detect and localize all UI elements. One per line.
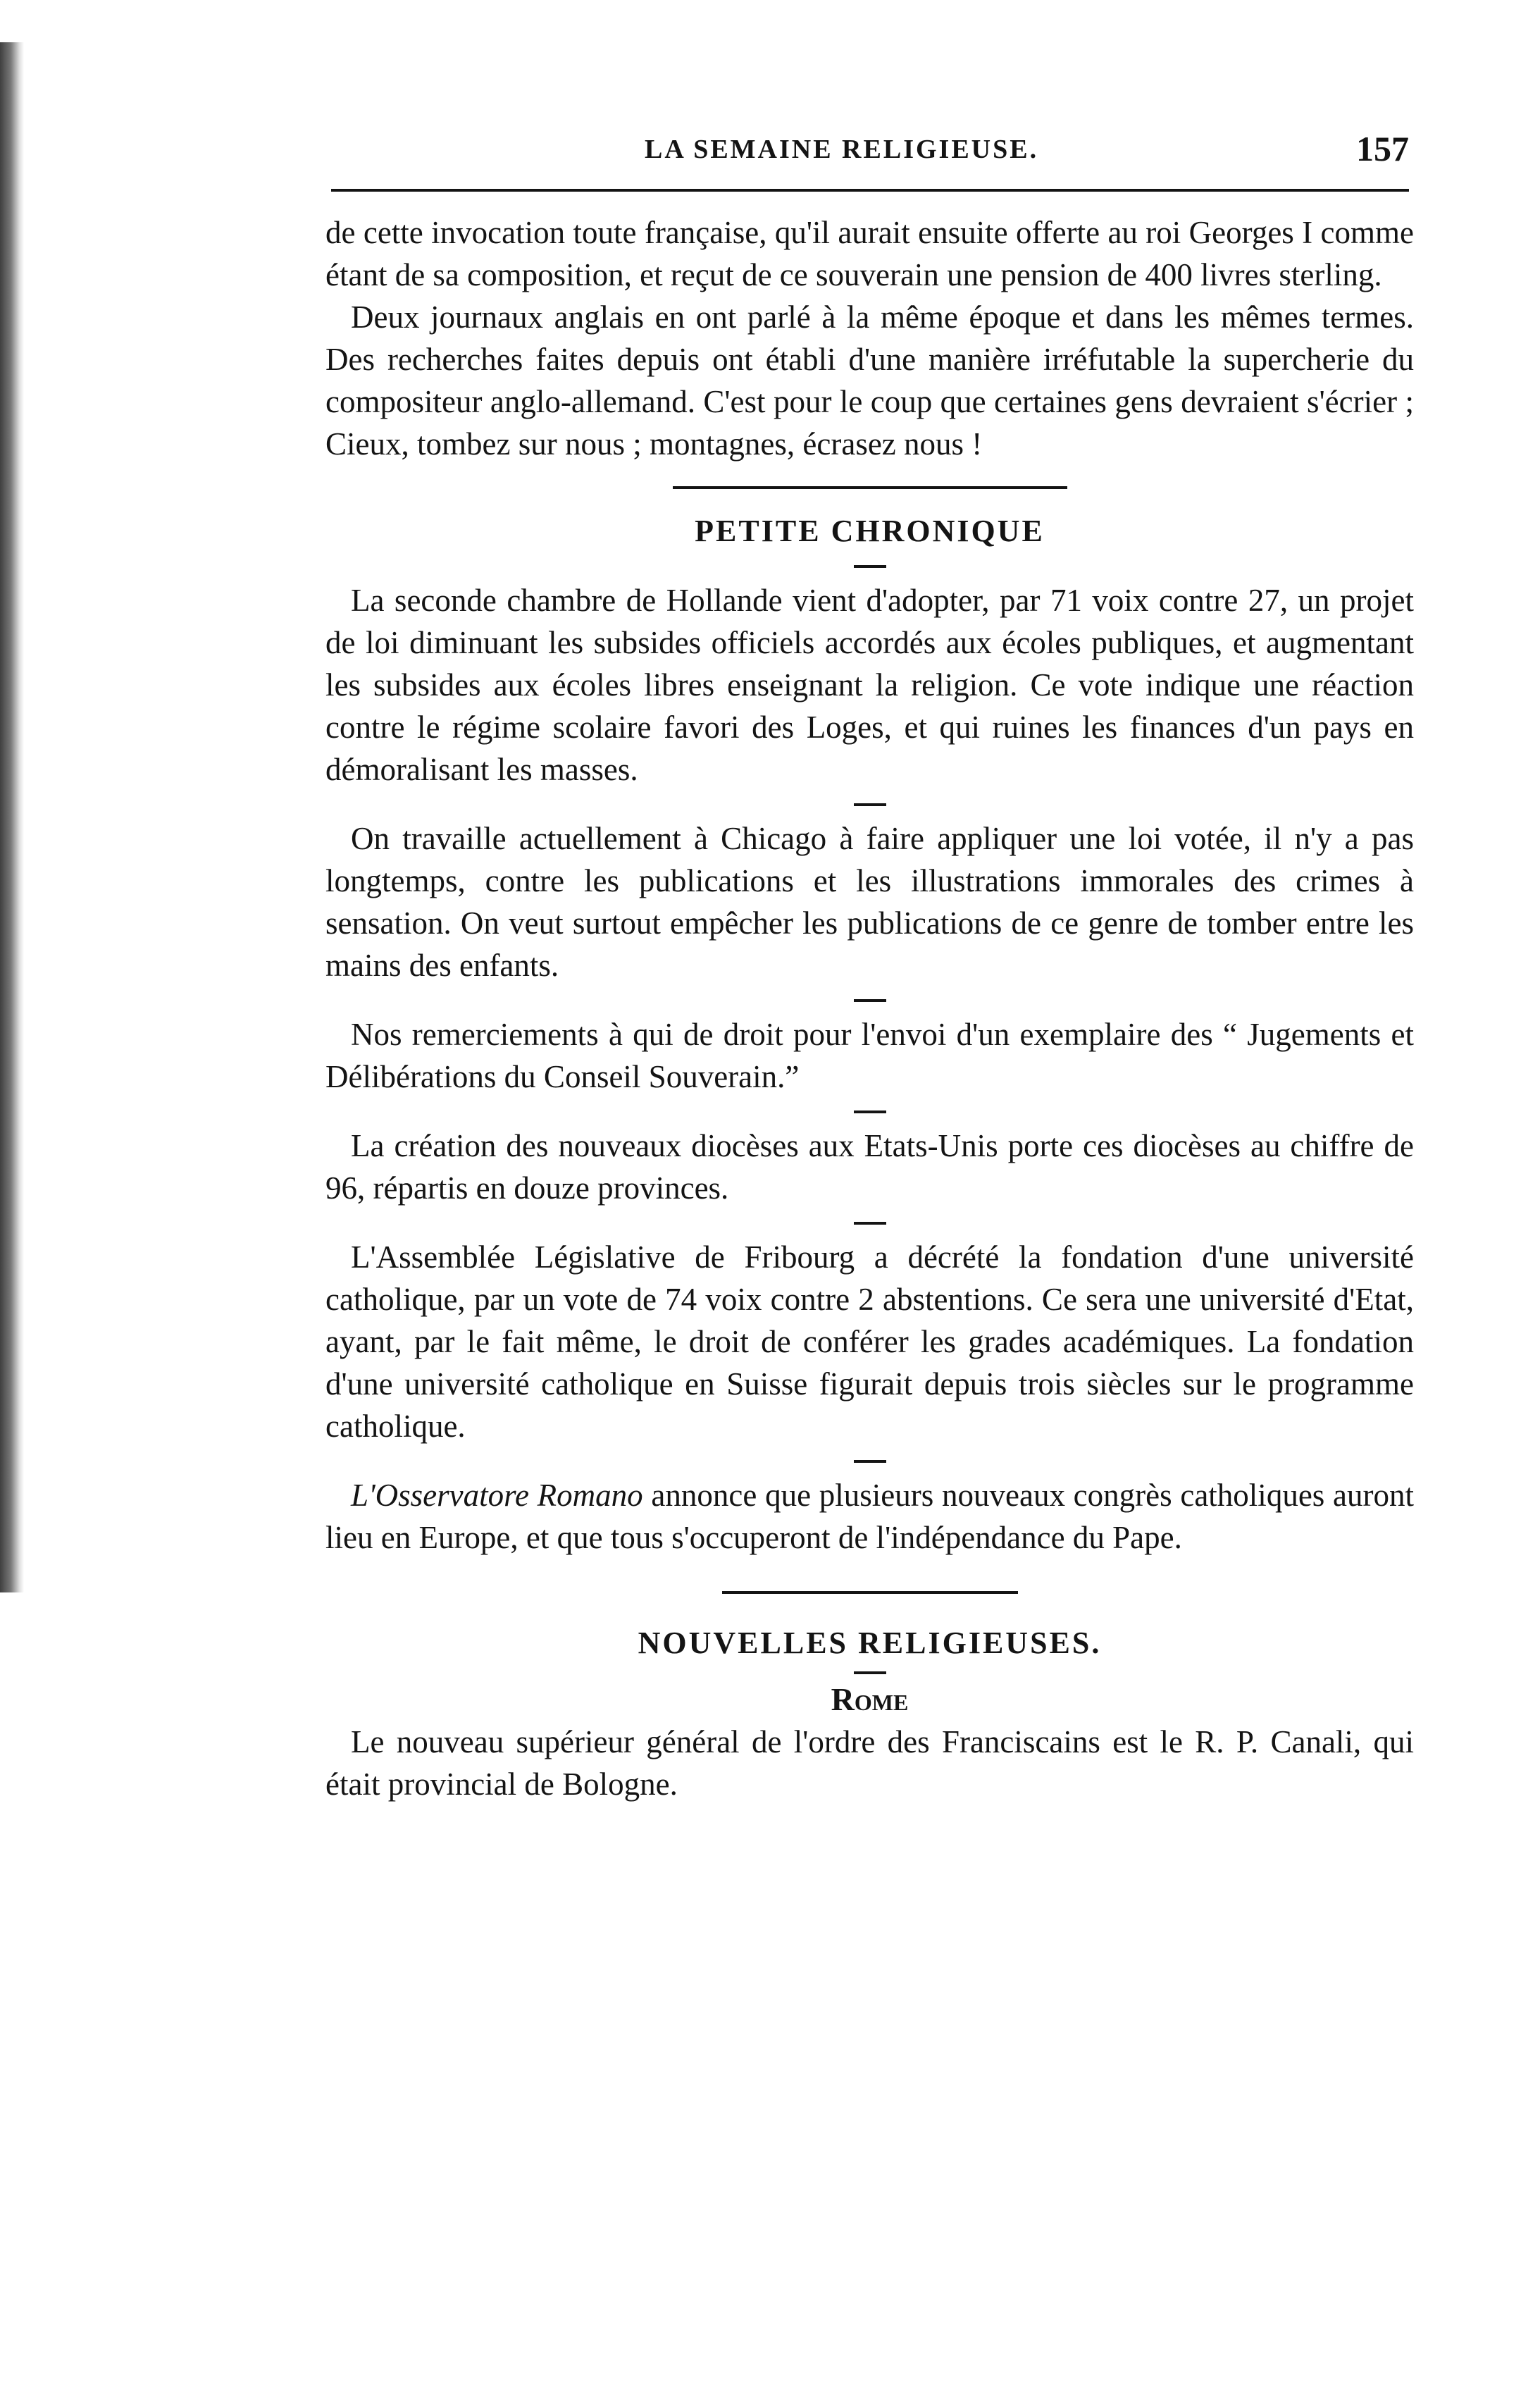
scan-binding-edge	[0, 42, 24, 1592]
running-title: LA SEMAINE RELIGIEUSE.	[645, 135, 1039, 164]
short-dash	[854, 1460, 886, 1463]
chronique-item-dioceses: La création des nouveaux diocèses aux Etats-Unis porte ces diocèses au chiffre de 96, répartis en douze provinces.	[325, 1128, 1414, 1206]
header-rule	[331, 189, 1409, 192]
nouvelles-item-franciscains: Le nouveau supérieur général de l'ordre des Franciscains est le R. P. Canali, qui était provincial de Bologne.	[325, 1724, 1414, 1802]
text-column	[325, 211, 1414, 1805]
chronique-item-hollande: La seconde chambre de Hollande vient d'adopter, par 71 voix contre 27, un projet de loi diminuant les subsides officiels accordés aux écoles publiques, et augmentant les subsides aux écoles libres enseignant la religion. Ce vote indique une réaction contre le régime scolaire favori des Loges, et qui ruines les finances d'un pays en démoralisant les masses.	[325, 583, 1414, 787]
place-heading: Rome	[831, 1681, 909, 1717]
short-dash	[854, 1222, 886, 1225]
page-number: 157	[1356, 129, 1409, 168]
short-dash	[854, 565, 886, 568]
chronique-item-remerciements: Nos remerciements à qui de droit pour l'envoi d'un exemplaire des “ Jugements et Délibérations du Conseil Souverain.”	[325, 1017, 1414, 1094]
chronique-item-fribourg: L'Assemblée Législative de Fribourg a décrété la fondation d'une université catholique, par un vote de 74 voix contre 2 abstentions. Ce sera une université d'Etat, ayant, par le fait même, le droit de conférer les grades académiques. La fondation d'une université catholique en Suisse figurait depuis trois siècles sur le programme catholique.	[325, 1239, 1414, 1444]
intro-paragraph-1: de cette invocation toute française, qu'il aurait ensuite offerte au roi Georges I comme étant de sa composition, et reçut de ce souverain une pension de 400 livres sterling.	[325, 215, 1414, 292]
nouvelles-title: NOUVELLES RELIGIEUSES.	[638, 1626, 1102, 1660]
chronique-title: PETITE CHRONIQUE	[695, 514, 1045, 548]
journal-title: L'Osservatore Romano	[351, 1478, 643, 1513]
short-dash	[854, 1671, 886, 1674]
short-dash	[854, 999, 886, 1002]
chronique-item-chicago: On travaille actuellement à Chicago à faire appliquer une loi votée, il n'y a pas longtemps, contre les publications et les illustrations immorales des crimes à sensation. On veut surtout empêcher les publications de ce genre de tomber entre les mains des enfants.	[325, 821, 1414, 983]
short-dash	[854, 803, 886, 806]
short-dash	[854, 1111, 886, 1113]
section-divider	[722, 1591, 1018, 1594]
section-divider	[673, 486, 1067, 489]
intro-paragraph-2: Deux journaux anglais en ont parlé à la même époque et dans les mêmes termes. Des recherches faites depuis ont établi d'une manière irréfutable la supercherie du compositeur anglo-allemand. C'est pour le coup que certaines gens devraient s'écrier ; Cieux, tombez sur nous ; montagnes, écrasez nous !	[325, 299, 1414, 462]
chronique-item-osservatore	[325, 1474, 1414, 1559]
chronique-item-osservatore-text: annonce que plusieurs nouveaux congrès catholiques auront lieu en Europe, et que tous s'occuperont de l'indépendance du Pape.	[325, 1478, 1414, 1555]
running-head	[324, 128, 1409, 173]
